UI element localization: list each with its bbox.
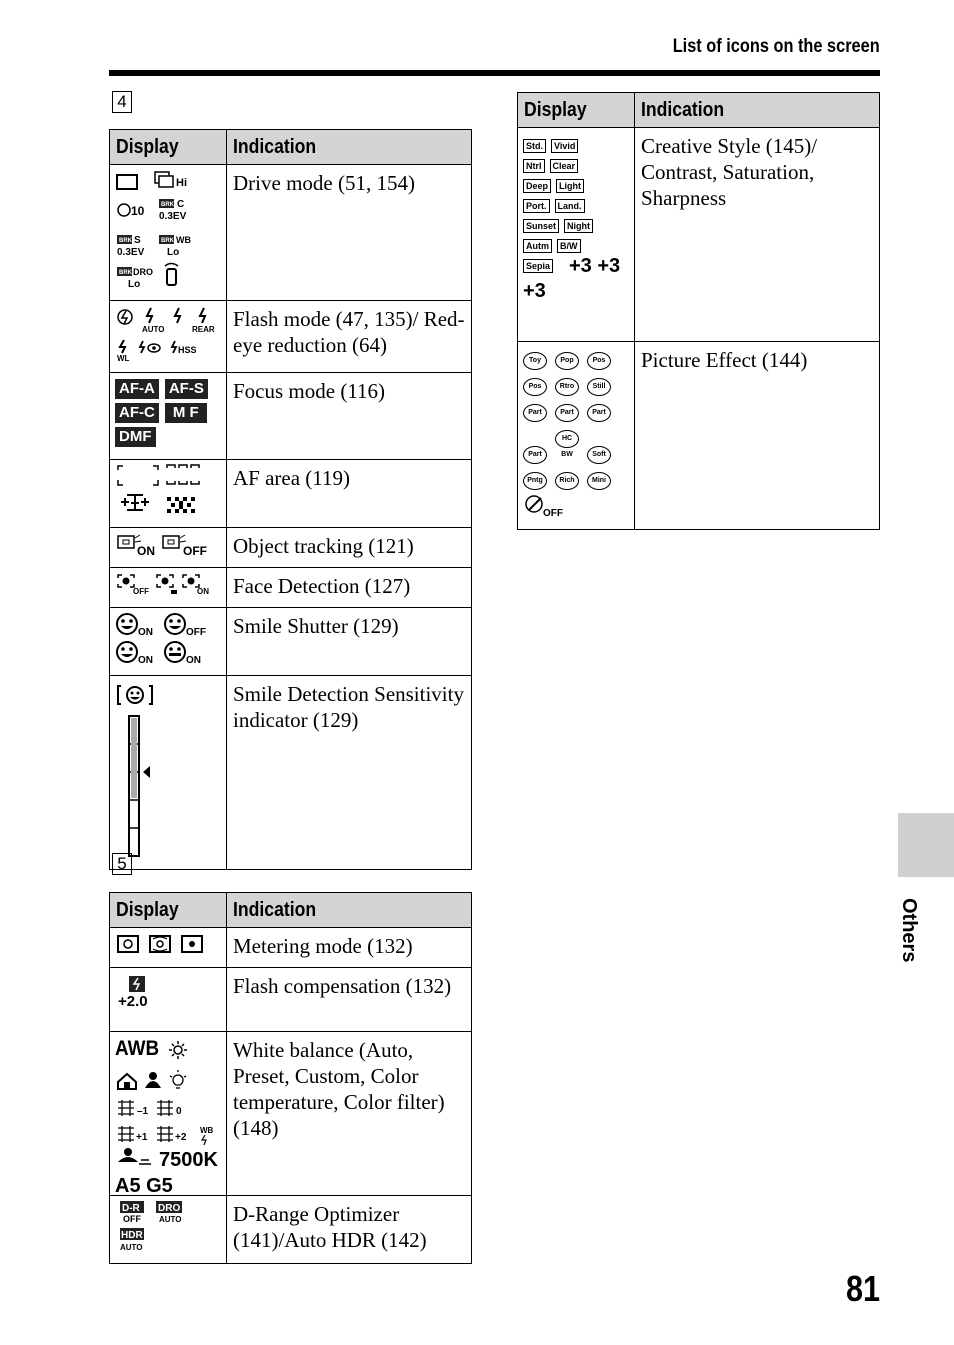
face-detection-icon [115,572,220,598]
effect-icon: Rtro [555,378,579,396]
table-row [110,1196,472,1264]
svg-text:OFF: OFF [186,627,206,638]
metering-icon [115,932,215,958]
face-detection-icons [110,568,227,608]
right-table [517,92,880,530]
effect-icon: Pos [523,378,547,396]
table-row [110,165,472,301]
style-icon: Port. [523,199,550,213]
table-row [110,301,472,373]
style-icon: Autm [523,239,552,253]
style-icon: Night [564,219,593,233]
svg-text:ON: ON [186,655,201,666]
effect-icon: Soft [587,446,611,464]
svg-text:BRK: BRK [161,202,174,208]
svg-text:AUTO: AUTO [120,1243,143,1252]
style-icon: Vivid [551,139,578,153]
flash-comp-icons [110,968,227,1032]
svg-text:0.3EV: 0.3EV [117,247,145,258]
dro-icon [115,1200,205,1254]
table-row [518,342,880,530]
svg-text:+2: +2 [175,1132,187,1143]
svg-text:OFF: OFF [543,508,563,519]
section-4-table [109,129,472,870]
picture-effect-text: Picture Effect (144) [635,342,880,530]
header-rule [109,70,880,76]
side-tab-label: Others [898,898,920,963]
effect-icon: Part [587,404,611,422]
awb-label: AWB [115,1037,160,1060]
flash-mode-icons [110,301,227,373]
kelvin-value: 7500K [159,1149,218,1171]
svg-text:OFF: OFF [183,544,207,558]
effect-icon: Pop [555,352,579,370]
flash-mode-text: Flash mode (47, 135)/ Red-eye reduction (64) [227,301,472,373]
creative-style-icons [518,128,635,342]
metering-text: Metering mode (132) [227,928,472,968]
object-tracking-icons [110,528,227,568]
style-icon: Clear [550,159,579,173]
object-tracking-text: Object tracking (121) [227,528,472,568]
svg-text:S: S [134,235,141,246]
smile-shutter-text: Smile Shutter (129) [227,608,472,676]
style-adjust-values: +3 +3 +3 [523,255,621,302]
section-4-label: 4 [112,91,132,113]
drive-mode-icons [110,165,227,301]
table-row [518,128,880,342]
svg-text:Hi: Hi [176,177,187,189]
column-display-header: Display [110,893,227,928]
svg-text:BRK: BRK [119,238,132,244]
af-area-icon [115,464,220,518]
drive-mode-text: Drive mode (51, 154) [227,165,472,301]
table-row [110,460,472,528]
table-row [110,373,472,460]
effect-icon: Part [555,404,579,422]
column-indication-header: Indication [635,93,880,128]
svg-text:BRK: BRK [119,270,132,276]
flash-mode-icon [115,305,220,363]
svg-text:REAR: REAR [192,325,215,334]
effect-icon: HC BW [555,430,579,448]
column-indication-header: Indication [227,130,472,165]
effect-icon: Rich [555,472,579,490]
focus-tag-af-c: AF-C [115,403,159,423]
table-row [110,928,472,968]
section-5-label: 5 [112,853,132,875]
style-icon: Std. [523,139,546,153]
table-row [110,568,472,608]
svg-text:HSS: HSS [178,345,197,355]
smile-shutter-icons [110,608,227,676]
svg-text:+1: +1 [136,1132,148,1143]
column-display-header: Display [518,93,635,128]
svg-text:C: C [177,199,185,210]
svg-text:WB: WB [200,1126,214,1135]
svg-text:ON: ON [137,544,155,558]
effect-icon: Still [587,378,611,396]
creative-style-text: Creative Style (145)/ Contrast, Saturation, Sharpness [635,128,880,342]
svg-text:ON: ON [138,627,153,638]
focus-mode-icons [110,373,227,460]
flash-comp-value: +2.0 [118,993,148,1010]
svg-text:Lo: Lo [167,247,180,258]
svg-text:10: 10 [131,204,145,218]
tracking-icon [115,532,220,558]
page-number: 81 [845,1268,880,1309]
svg-text:OFF: OFF [133,587,149,596]
table-row [110,528,472,568]
focus-tag-dmf: DMF [115,427,156,447]
svg-text:HDR: HDR [121,1230,143,1241]
focus-mode-text: Focus mode (116) [227,373,472,460]
svg-text:DRO: DRO [133,267,153,277]
running-header: List of icons on the screen [672,36,880,57]
table-row [110,676,472,870]
style-icon: Deep [523,179,551,193]
style-icon: Sepia [523,259,553,273]
table-row [110,968,472,1032]
smile-shutter-icon [115,612,220,666]
svg-text:WL: WL [117,354,130,363]
white-balance-icons [110,1032,227,1196]
white-balance-icon [115,1036,221,1197]
flash-compensation-icon [115,972,165,1022]
svg-text:WB: WB [176,235,191,245]
flash-comp-text: Flash compensation (132) [227,968,472,1032]
svg-text:AUTO: AUTO [142,325,165,334]
metering-icons [110,928,227,968]
style-icon: Light [556,179,584,193]
svg-text:ON: ON [197,587,209,596]
svg-text:AUTO: AUTO [159,1215,182,1224]
svg-text:OFF: OFF [123,1214,141,1224]
svg-text:DRO: DRO [158,1203,181,1214]
effect-icon: Toy [523,352,547,370]
svg-text:0: 0 [176,1106,182,1117]
svg-text:ON: ON [138,655,153,666]
side-tab [898,813,954,877]
af-area-text: AF area (119) [227,460,472,528]
face-detection-text: Face Detection (127) [227,568,472,608]
focus-tag-mf: M F [165,403,207,423]
dro-text: D-Range Optimizer (141)/Auto HDR (142) [227,1196,472,1264]
table-row [110,1032,472,1196]
drive-mode-icon [115,169,220,291]
focus-tag-af-a: AF-A [115,379,159,399]
color-filter-value: A5 G5 [115,1175,173,1197]
svg-text:BRK: BRK [161,238,174,244]
column-display-header: Display [110,130,227,165]
effect-icon: Part [523,446,547,464]
svg-text:–1: –1 [137,1106,149,1117]
column-indication-header: Indication [227,893,472,928]
picture-effect-icons [518,342,635,530]
effect-icon: Mini [587,472,611,490]
smile-sensitivity-icons [110,676,227,870]
section-5-table [109,892,472,1264]
focus-tag-af-s: AF-S [165,379,208,399]
svg-text:D-R: D-R [122,1203,140,1214]
style-icon: Land. [555,199,585,213]
af-area-icons [110,460,227,528]
style-icon: Ntrl [523,159,545,173]
effect-icon: Pos [587,352,611,370]
smile-sensitivity-text: Smile Detection Sensitivity indicator (129) [227,676,472,870]
style-icon: B/W [557,239,581,253]
svg-text:Lo: Lo [128,279,141,290]
style-icon: Sunset [523,219,559,233]
white-balance-text: White balance (Auto, Preset, Custom, Color temperature, Color filter) (148) [227,1032,472,1196]
table-row [110,608,472,676]
dro-icons [110,1196,227,1264]
effect-icon: Part [523,404,547,422]
effect-icon: Pntg [523,472,547,490]
svg-text:0.3EV: 0.3EV [159,211,187,222]
smile-sensitivity-icon [115,680,175,860]
effect-off-icon [523,494,573,518]
